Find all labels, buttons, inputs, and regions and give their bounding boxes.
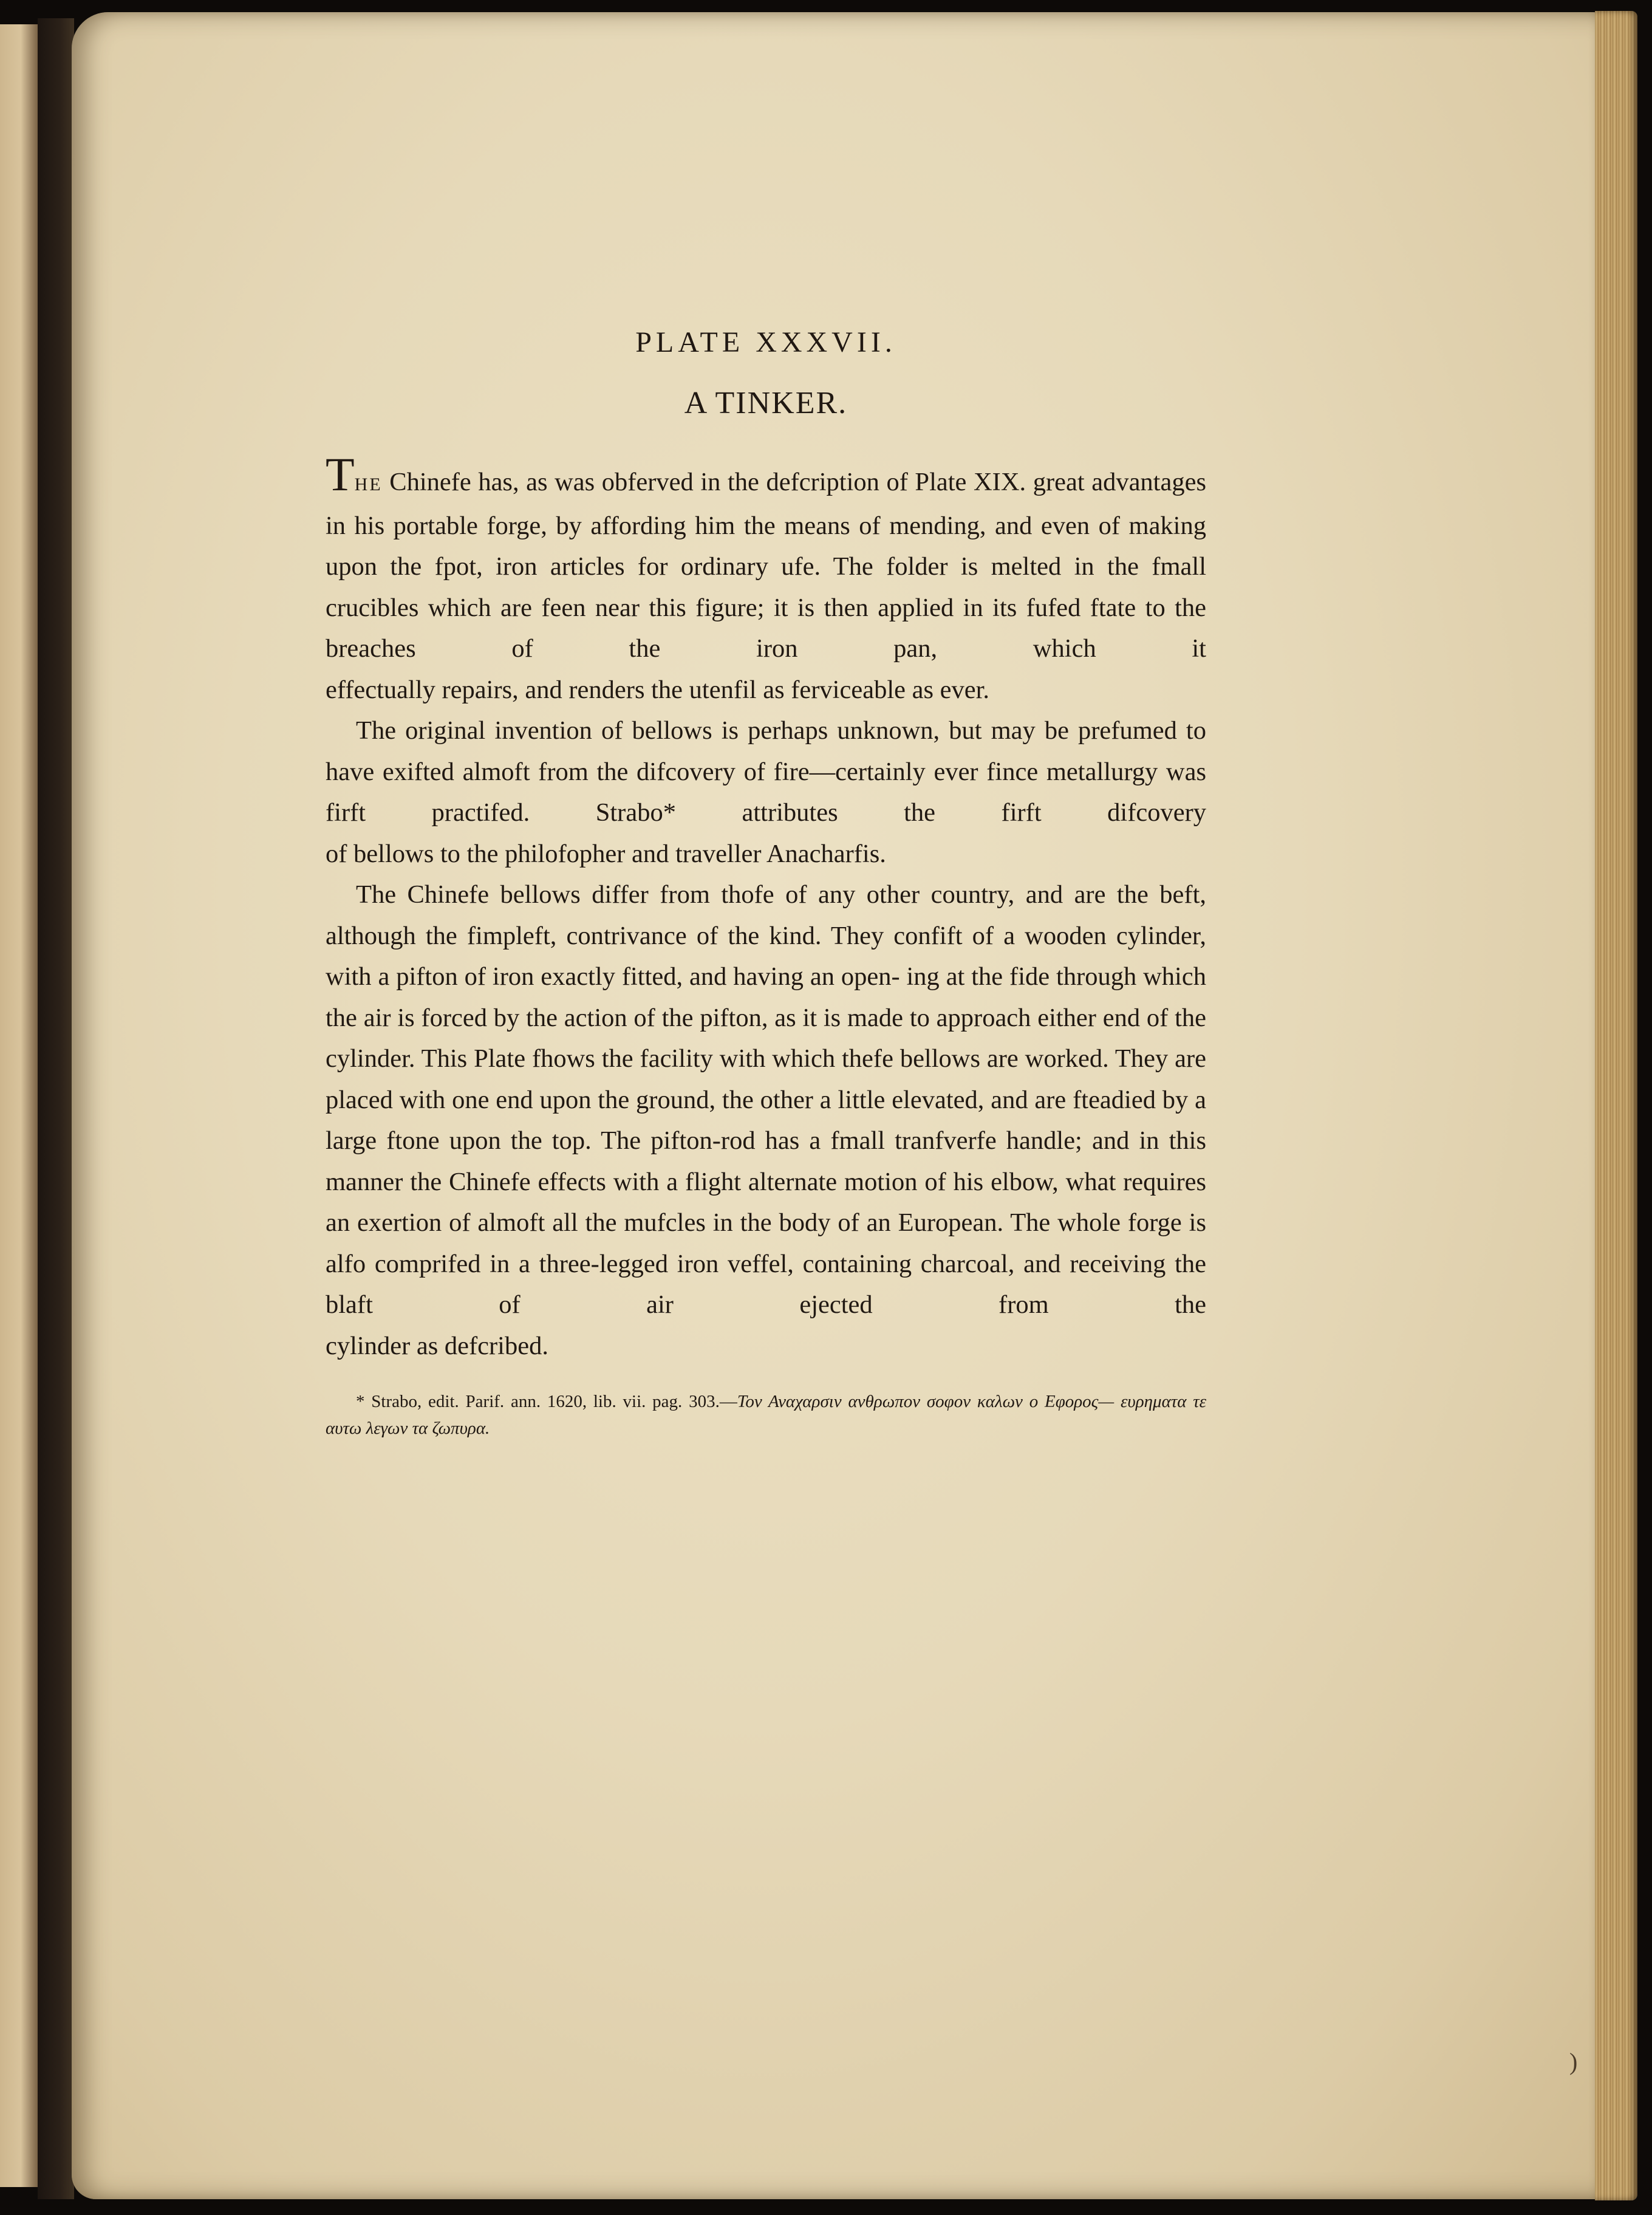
text-line: cylinder as defcribed.	[326, 1331, 548, 1360]
small-caps-word: HE	[354, 474, 383, 495]
footnote-greek-quote: Τον Αναχαρσιν ανθρωπον σοφον καλων ο Εφορος—	[737, 1392, 1114, 1411]
text-block	[326, 328, 1206, 1442]
text-line: as it is made to approach either end of the cylinder. This Plate fhows the	[326, 1003, 1207, 1073]
paragraph-1	[326, 448, 1207, 669]
text-line: The original invention of bellows is perhaps unknown, but may be	[356, 716, 1069, 745]
text-line: Chinefe has, as was obferved in the defcription of Plate XIX. great	[389, 468, 1085, 496]
paragraph-1-end	[326, 669, 1206, 711]
text-line: a large ftone upon the top. The pifton-rod has a fmall tranfverfe handle;	[326, 1085, 1206, 1155]
plate-number: PLATE XXXVII.	[635, 326, 896, 358]
text-line: ing at the fide through which the air is forced by the action of the pifton,	[326, 962, 1206, 1032]
paragraph-3	[326, 874, 1206, 1326]
text-line: and in this manner the Chinefe effects with a flight alternate motion of	[326, 1126, 1207, 1196]
text-line: advantages in his portable forge, by affording him the means of mending,	[326, 468, 1207, 540]
text-line: one end upon the ground, the other a little elevated, and are fteadied by	[452, 1085, 1189, 1114]
plate-title: A TINKER.	[684, 386, 848, 420]
facing-page-edge	[0, 24, 38, 2187]
footnote-citation: * Strabo, edit. Parif. ann. 1620, lib. vii. pag. 303.—	[356, 1392, 737, 1411]
text-line: prefumed to have exifted almoft from the difcovery of fire—certainly ever	[326, 716, 1206, 786]
page-edges	[1595, 11, 1637, 2200]
paragraph-2	[326, 710, 1206, 834]
ink-mark: )	[1569, 2048, 1578, 2075]
text-line: beft, although the fimpleft, contrivance of the kind. They confift of a	[326, 880, 1206, 950]
text-line: facility with which thefe bellows are worked. They are placed with	[326, 1044, 1206, 1114]
footnote-greek-quote-continued: ευρηματα τε αυτω λεγων τα ζωπυρα.	[326, 1392, 1207, 1438]
text-line: his elbow, what requires an exertion of almoft all the mufcles in the body	[326, 1167, 1207, 1237]
paragraph-2-end	[326, 834, 1206, 875]
text-line: of bellows to the philofopher and traveller Anacharfis.	[326, 839, 886, 868]
body-text	[326, 448, 1207, 1366]
text-line: wooden cylinder, with a pifton of iron exactly fitted, and having an open-	[326, 921, 1207, 991]
text-line: and even of making upon the fpot, iron articles for ordinary ufe. The	[326, 511, 1206, 581]
text-line: then applied in its fufed ftate to the breaches of the iron pan, which it	[326, 593, 1207, 663]
book-gutter	[38, 18, 74, 2199]
paragraph-3-end	[326, 1326, 1206, 1367]
footnote	[326, 1388, 1206, 1442]
drop-cap: T	[326, 448, 355, 501]
text-line: The Chinefe bellows differ from thofe of any other country, and are the	[356, 880, 1149, 909]
text-line: effectually repairs, and renders the utenfil as ferviceable as ever.	[326, 675, 990, 704]
text-line: fince metallurgy was firft practifed. Strabo* attributes the firft difcovery	[326, 757, 1206, 827]
text-line: veffel, containing charcoal, and receiving the blaft of air ejected from the	[326, 1249, 1206, 1319]
text-line: folder is melted in the fmall crucibles which are feen near this figure; it is	[326, 552, 1207, 622]
text-line: of an European. The whole forge is alfo comprifed in a three-legged iron	[326, 1208, 1206, 1278]
